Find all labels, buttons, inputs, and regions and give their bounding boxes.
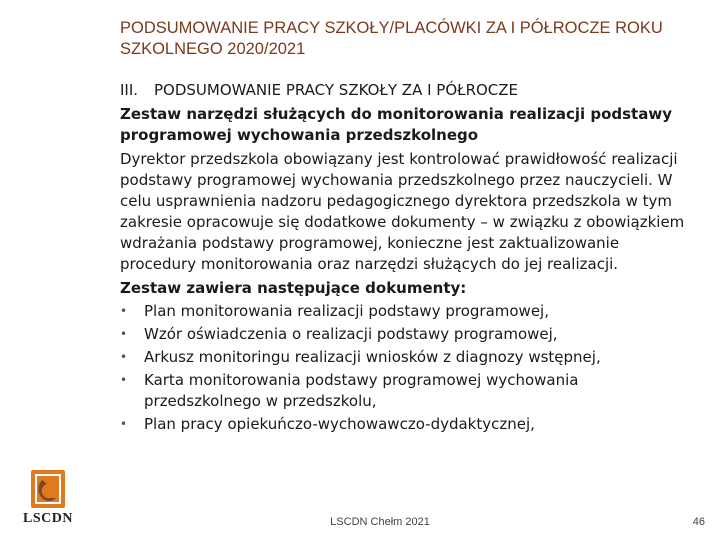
page-number: 46 xyxy=(692,516,705,528)
slide-content xyxy=(120,80,690,437)
list-item: • Karta monitorowania podstawy programowej wychowania przedszkolnego w przedszkolu, xyxy=(120,371,579,410)
list-item: • Arkusz monitoringu realizacji wniosków z diagnozy wstępnej, xyxy=(120,348,601,366)
bullet-icon: • xyxy=(120,327,128,341)
section-number: III. xyxy=(120,81,139,99)
list-item: • Plan monitorowania realizacji podstawy programowej, xyxy=(120,302,549,320)
bullet-icon: • xyxy=(120,304,128,318)
slide-title: PODSUMOWANIE PRACY SZKOŁY/PLACÓWKI ZA I PÓŁROCZE ROKU SZKOLNEGO 2020/2021 xyxy=(120,19,663,58)
section-heading xyxy=(120,80,690,101)
body-paragraph: Dyrektor przedszkola obowiązany jest kontrolować prawidłowość realizacji podstawy programowej wychowania przedszkolnego przez nauczycieli. W celu usprawnienia nadzoru pedagogicznego dyrektora przedszkola w tym zakresie opracowuje się dodatkowe dokumenty – w związku z obowiązkiem wdrażania podstawy programowej, konieczne jest zaktualizowanie procedury monitorowania oraz narzędzi służących do jej realizacji. xyxy=(120,150,685,273)
lscdn-logo-icon xyxy=(31,470,65,508)
subheading: Zestaw narzędzi służących do monitorowania realizacji podstawy programowej wychowania przedszkolnego xyxy=(120,105,672,144)
section-heading-text: PODSUMOWANIE PRACY SZKOŁY ZA I PÓŁROCZE xyxy=(154,81,519,99)
footer-text: LSCDN Chełm 2021 xyxy=(330,516,430,528)
bullet-icon: • xyxy=(120,373,128,387)
list-heading: Zestaw zawiera następujące dokumenty: xyxy=(120,279,467,297)
bullet-icon: • xyxy=(120,417,128,431)
documents-list xyxy=(120,301,690,435)
list-item: • Wzór oświadczenia o realizacji podstawy programowej, xyxy=(120,325,558,343)
logo-text: LSCDN xyxy=(23,511,73,526)
bullet-icon: • xyxy=(120,350,128,364)
list-item: • Plan pracy opiekuńczo-wychowawczo-dydaktycznej, xyxy=(120,415,535,433)
lscdn-logo xyxy=(18,470,78,532)
